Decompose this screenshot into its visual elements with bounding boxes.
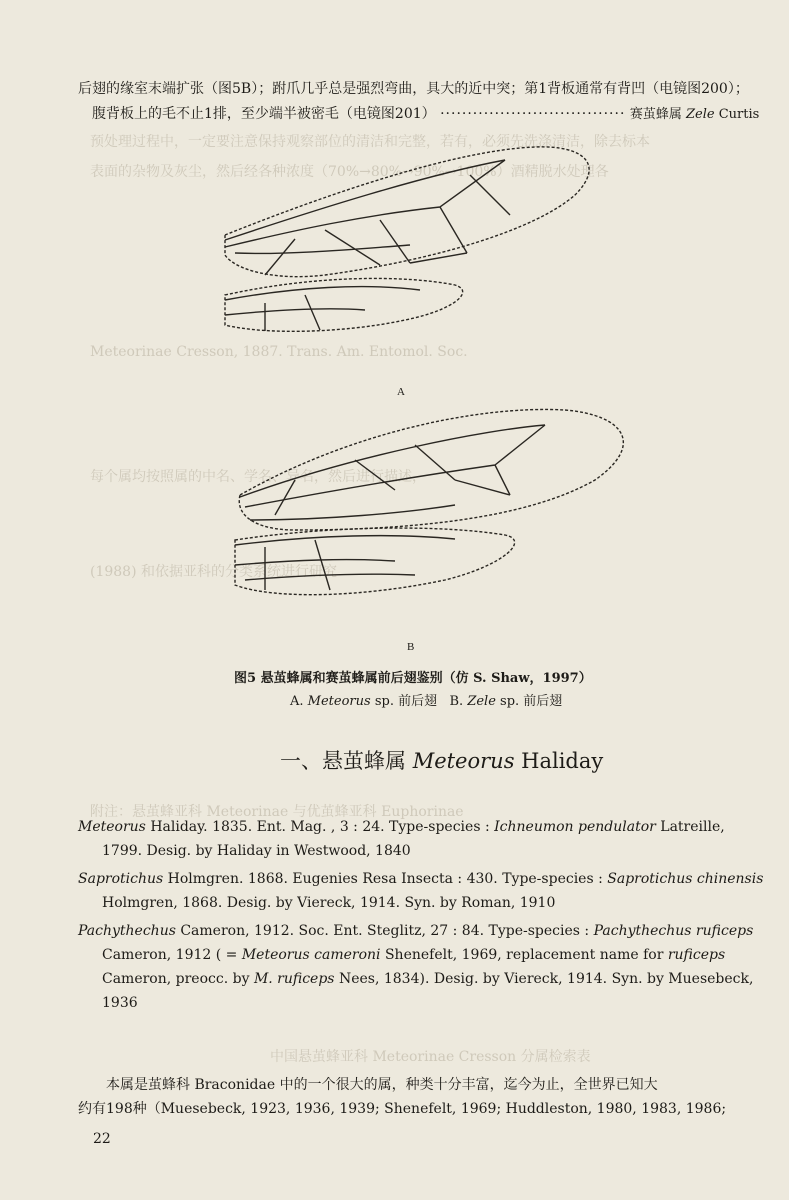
- key-couplet-line: 后翅的缘室末端扩张（图5B）；跗爪几乎总是强烈弯曲，具大的近中突；第1背板通常有背凹（电镜图200）；: [78, 81, 749, 97]
- zele-wings: [235, 409, 623, 594]
- wing-venation-figure: [205, 135, 645, 655]
- synonym-entry: Meteorus Haliday. 1835. Ent. Mag. , 3 : 24. Type-species : Ichneumon pendulator Latreille, 1799. Desig. by Haliday in Westwood, 1840: [78, 819, 725, 859]
- page-number: 22: [93, 1131, 111, 1147]
- synonym-entry: Saprotichus Holmgren. 1868. Eugenies Resa Insecta : 430. Type-species : Saprotichus chinensis Holmgren, 1868. Desig. by Viereck, 1914. Syn. by Roman, 1910: [78, 871, 764, 911]
- key-result: 赛茧蜂属 Zele Curtis: [629, 107, 760, 122]
- bleed-through-text: 中国悬茧蜂亚科 Meteorinae Cresson 分属检索表: [270, 1049, 591, 1065]
- body-paragraph: 本属是茧蜂科 Braconidae 中的一个很大的属，种类十分丰富，迄今为止，全世界已知大 约有198种（Muesebeck, 1923, 1936, 1939; Shenefelt, 1969; Huddleston, 1980, 1983, 1986;: [78, 1077, 727, 1117]
- key-couplet-text: 腹背板上的毛不止1排，至少端半被密毛（电镜图201）: [92, 106, 436, 122]
- section-heading: 一、悬茧蜂属 Meteorus Haliday: [280, 749, 604, 773]
- figure-subcaption: A. Meteorus sp. 前后翅 B. Zele sp. 前后翅: [290, 694, 563, 709]
- bleed-through-text: 预处理过程中，一定要注意保持观察部位的清洁和完整，若有，必须先洗涤清洁，除去标本: [90, 134, 650, 150]
- bleed-through-text: 表面的杂物及灰尘，然后经各种浓度（70%→80%→90%→100%）酒精脱水处理各: [90, 164, 609, 180]
- figure-label-a: A: [397, 386, 405, 398]
- key-leader-dots: ··································: [440, 106, 626, 122]
- bleed-through-text: 每个属均按照属的中名、学名、异名，然后进行描述，: [90, 469, 426, 485]
- meteorus-wings: [225, 147, 589, 331]
- figure-caption: 图5 悬茧蜂属和赛茧蜂属前后翅鉴别（仿 S. Shaw，1997）: [234, 671, 592, 686]
- bleed-through-text: (1988) 和依据亚科的分类系统进行研究: [90, 564, 338, 580]
- figure-label-b: B: [407, 641, 415, 653]
- key-couplet-line: [92, 104, 759, 125]
- bleed-through-text: 附注：悬茧蜂亚科 Meteorinae 与优茧蜂亚科 Euphorinae: [90, 804, 464, 820]
- synonym-entry: Pachythechus Cameron, 1912. Soc. Ent. Steglitz, 27 : 84. Type-species : Pachythechus ruficeps Cameron, 1912 ( = Meteorus cameroni Shenefelt, 1969, replacement name for ruficeps Cameron, preocc. by M. ruficeps Nees, 1834). Desig. by Viereck, 1914. Syn. by Muesebeck, 1936: [78, 923, 754, 1011]
- bleed-through-text: Meteorinae Cresson, 1887. Trans. Am. Entomol. Soc.: [90, 344, 468, 360]
